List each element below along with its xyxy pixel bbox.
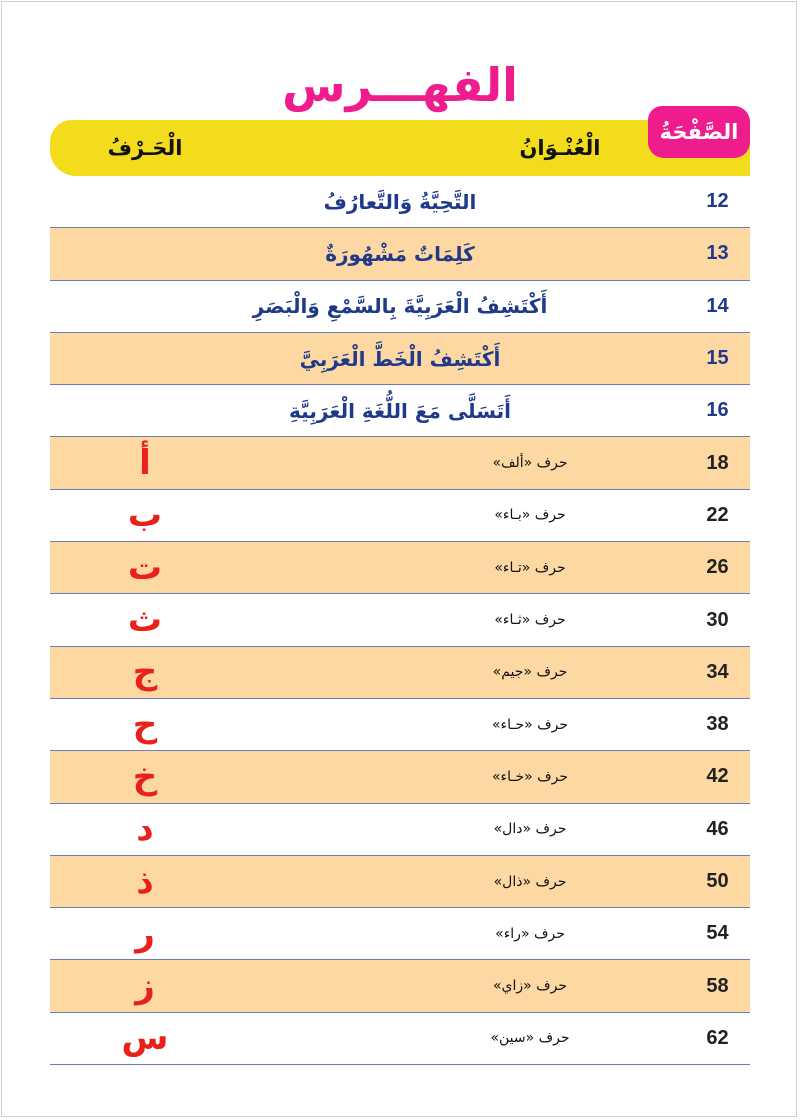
letter-glyph: ز [135,966,155,1007]
header-page-label: الصَّفْحَةُ [659,120,739,144]
lesson-title: أَكْتَشِفُ الْخَطَّ الْعَرَبِيَّ [299,346,501,371]
letter-page-number: 18 [706,451,729,474]
letter-name: حرف «بـاء» [494,507,566,524]
letter-row[interactable] [50,594,750,646]
letter-row[interactable] [50,647,750,699]
letter-name: حرف «تـاء» [494,559,566,576]
letter-page-number: 30 [706,608,729,631]
letter-row[interactable] [50,751,750,803]
letter-page-number: 54 [706,922,729,945]
lesson-row[interactable] [50,385,750,437]
letter-row[interactable] [50,437,750,489]
lesson-row[interactable] [50,281,750,333]
letter-row[interactable] [50,960,750,1012]
letter-row[interactable] [50,908,750,960]
letter-glyph: ج [132,652,158,693]
lesson-title: التَّحِيَّةُ وَالتَّعارُفُ [323,189,477,214]
header-title-label: الْعُنْـوَانُ [519,136,601,160]
letter-glyph: ب [127,495,163,536]
letter-glyph: ذ [136,861,154,902]
letter-page-number: 26 [706,556,729,579]
letter-row[interactable] [50,1013,750,1065]
letter-row[interactable] [50,856,750,908]
letter-page-number: 62 [706,1026,729,1049]
letter-name: حرف «حـاء» [491,716,569,733]
lesson-row[interactable] [50,333,750,385]
letter-name: حرف «خـاء» [491,768,569,785]
lesson-page-number: 15 [706,347,729,370]
letter-glyph: أ [139,443,151,484]
letter-name: حرف «ذال» [493,873,567,890]
letter-name: حرف «دال» [493,821,567,838]
letter-row[interactable] [50,490,750,542]
letter-page-number: 46 [706,817,729,840]
letter-name: حرف «راء» [495,925,565,942]
lesson-page-number: 12 [706,190,729,213]
letter-glyph: س [121,1018,169,1059]
letter-glyph: ح [132,704,158,745]
lesson-title: أَتَسَلَّى مَعَ اللُّغَةِ الْعَرَبِيَّةِ [289,398,511,423]
lesson-page-number: 14 [706,294,729,317]
letter-page-number: 50 [706,870,729,892]
letter-glyph: ت [127,547,163,588]
letter-glyph: ث [127,600,163,641]
letter-name: حرف «ثـاء» [494,612,566,629]
page-title: الفهـــرس [282,58,518,112]
lesson-page-number: 13 [706,242,729,265]
letter-row[interactable] [50,804,750,856]
lesson-title: أَكْتَشِفُ الْعَرَبِيَّةَ بِالسَّمْعِ وَالْبَصَرِ [252,294,548,319]
letter-page-number: 42 [706,765,729,788]
letter-name: حرف «سين» [490,1030,570,1047]
letter-glyph: ر [135,913,155,954]
letter-row[interactable] [50,699,750,751]
index-table [50,176,750,1065]
lesson-page-number: 16 [706,399,729,422]
letter-page-number: 58 [706,974,729,997]
letter-row[interactable] [50,542,750,594]
lesson-title: كَلِمَاتٌ مَشْهُورَةٌ [325,241,475,266]
letter-page-number: 38 [706,713,729,736]
letter-glyph: د [136,809,154,850]
letter-glyph: خ [132,756,158,797]
lesson-row[interactable] [50,176,750,228]
letter-name: حرف «ألف» [492,455,568,472]
letter-name: حرف «زاي» [492,978,568,995]
letter-page-number: 34 [706,660,729,683]
letter-page-number: 22 [706,503,729,526]
lesson-row[interactable] [50,228,750,280]
letter-name: حرف «جيم» [492,664,568,681]
header-page-tab [648,106,750,158]
header-letter-label: الْحَـرْفُ [107,136,183,160]
